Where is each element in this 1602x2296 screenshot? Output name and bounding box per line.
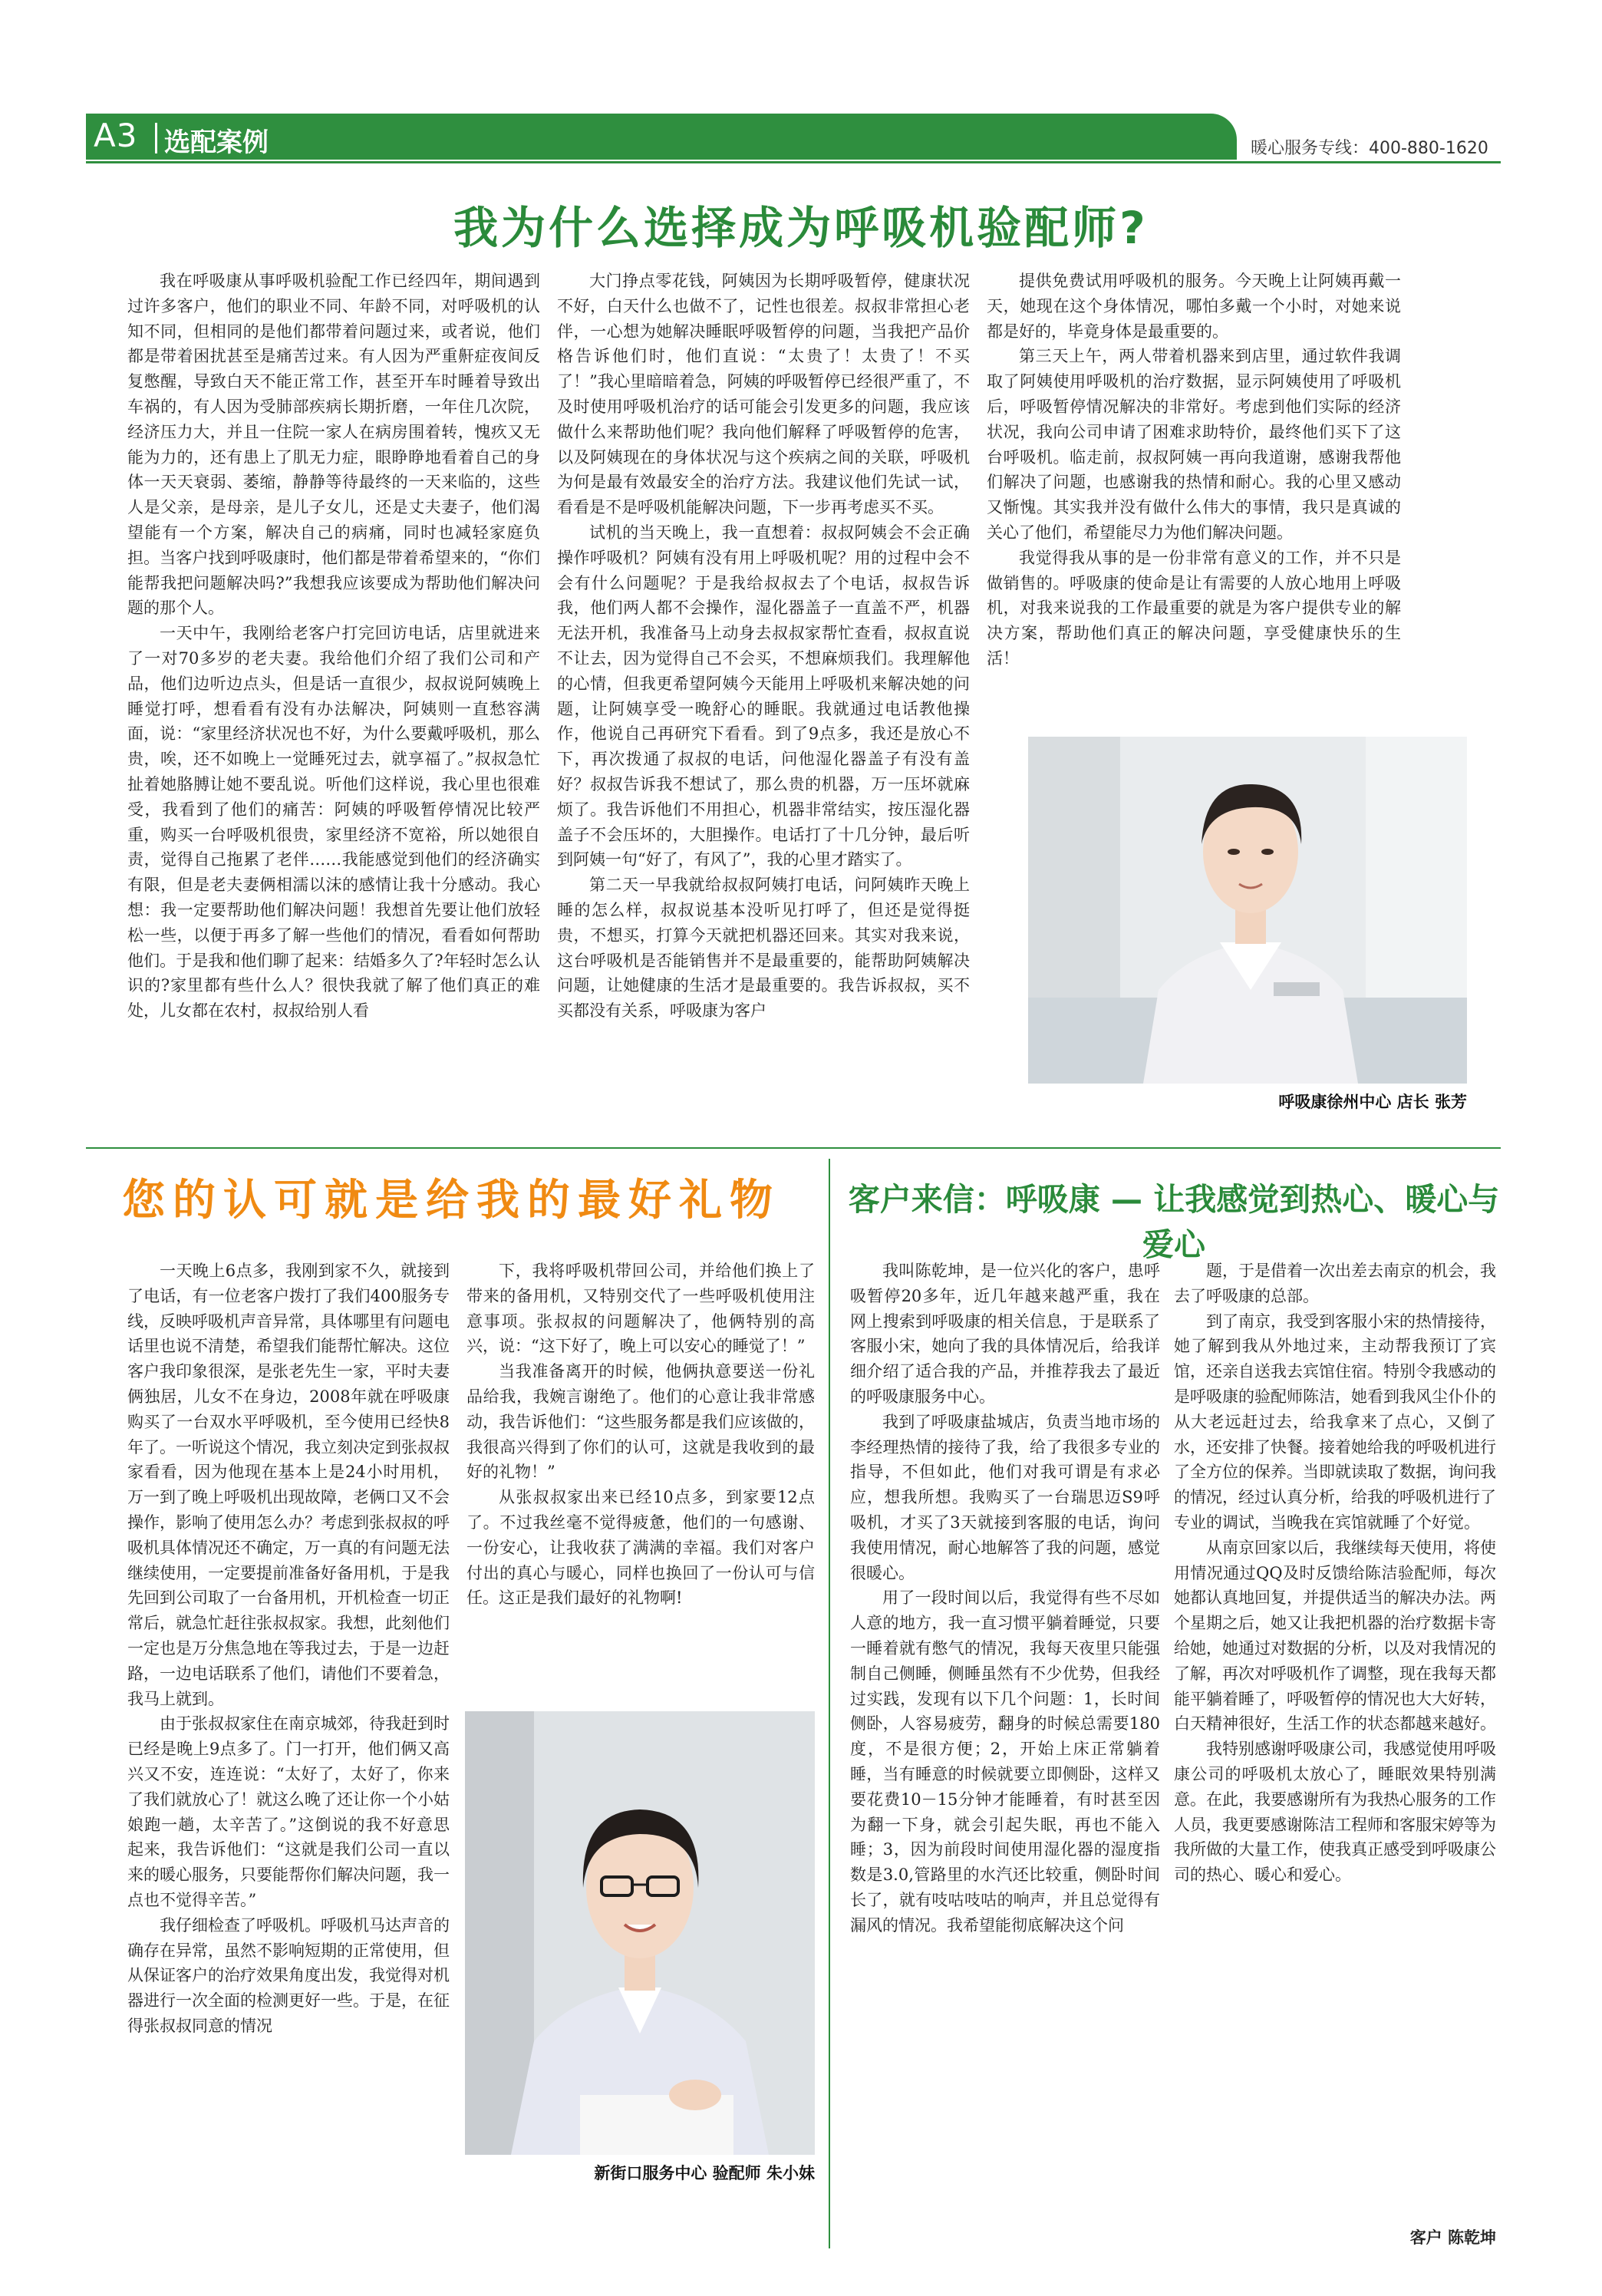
paragraph: 我到了呼吸康盐城店，负责当地市场的李经理热情的接待了我，给了我很多专业的指导，不但如此，他们对我可谓是有求必应，想我所想。我购买了一台瑞思迈S9呼吸机，才买了3天就接到客服的电话，询问我使用情况，耐心地解答了我的问题，感觉很暖心。 bbox=[850, 1412, 1160, 1582]
paragraph: 一天晚上6点多，我刚到家不久，就接到了电话，有一位老客户拨打了我们400服务专线，反映呼吸机声音异常，具体哪里有问题电话里也说不清楚，希望我们能帮忙解决。这位客户我印象很深，是张老先生一家，平时夫妻俩独居，儿女不在身边，2008年就在呼吸康购买了一台双水平呼吸机，至今使用已经快8年了。一听说这个情况，我立刻决定到张叔叔家看看，因为他现在基本上是24小时用机，万一到了晚上呼吸机出现故障，老俩口又不会操作，影响了使用怎么办？考虑到张叔叔的呼吸机具体情况还不确定，万一真的有问题无法继续使用，一定要提前准备好备用机，于是我先回到公司取了一台备用机，开机检查一切正常后，就急忙赶往张叔叔家。我想，此刻他们一定也是万分焦急地在等我过去，于是一边赶路，一边电话联系了他们，请他们不要着急，我马上就到。 bbox=[127, 1262, 450, 1708]
photo-zhang-fang bbox=[1028, 737, 1467, 1084]
paragraph: 我仔细检查了呼吸机。呼吸机马达声音的确存在异常，虽然不影响短期的正常使用，但从保证客户的治疗效果角度出发，我觉得对机器进行一次全面的检测更好一些。于是，在征得张叔叔同意的情况 bbox=[127, 1915, 450, 2035]
article1-column-1 bbox=[127, 269, 540, 1024]
paragraph: 第二天一早我就给叔叔阿姨打电话，问阿姨昨天晚上睡的怎么样，叔叔说基本没听见打呼了，但还是觉得挺贵，不想买，打算今天就把机器还回来。其实对我来说，这台呼吸机是否能销售并不是最重要的，能帮助阿姨解决问题，让她健康的生活才是最重要的。我告诉叔叔，买不买都没有关系，呼吸康为客户 bbox=[557, 876, 970, 1021]
paragraph: 到了南京，我受到客服小宋的热情接待，她了解到我从外地过来，主动帮我预订了宾馆，还亲自送我去宾馆住宿。特别令我感动的是呼吸康的验配师陈洁，她看到我风尘仆仆的从大老远赶过去，给我拿来了点心，又倒了水，还安排了快餐。接着她给我的呼吸机进行了全方位的保养。当即就读取了数据，询问我的情况，经过认真分析，给我的呼吸机进行了专业的调试，当晚我在宾馆就睡了个好觉。 bbox=[1174, 1311, 1496, 1532]
article3-title: 客户来信：呼吸康 — 让我感觉到热心、暖心与爱心 bbox=[848, 1181, 1500, 1263]
paragraph: 一天中午，我刚给老客户打完回访电话，店里就进来了一对70多岁的老夫妻。我给他们介绍了我们公司和产品，他们边听边点头，但是话一直很少，叔叔说阿姨晚上睡觉打呼，想看看有没有办法解决，阿姨则一直愁容满面，说：“家里经济状况也不好，为什么要戴呼吸机，那么贵，唉，还不如晚上一觉睡死过去，就享福了。”叔叔急忙扯着她胳膊让她不要乱说。听他们这样说，我心里也很难受，我看到了他们的痛苦：阿姨的呼吸暂停情况比较严重，购买一台呼吸机很贵，家里经济不宽裕，所以她很自责，觉得自己拖累了老伴……我能感觉到他们的经济确实有限，但是老夫妻俩相濡以沫的感情让我十分感动。我心想：我一定要帮助他们解决问题！我想首先要让他们放轻松一些，以便于再多了解一些他们的情况，看看如何帮助他们。于是我和他们聊了起来：结婚多久了?年轻时怎么认识的?家里都有些什么人？很快我就了解了他们真正的难处，儿女都在农村，叔叔给别人看 bbox=[127, 624, 540, 1021]
photo2-caption: 新街口服务中心 验配师 朱小妹 bbox=[594, 2164, 815, 2182]
paragraph: 我叫陈乾坤，是一位兴化的客户，患呼吸暂停20多年，近几年越来越严重，我在网上搜索到呼吸康的相关信息，于是联系了客服小宋，她向了我的具体情况后，给我详细介绍了适合我的产品，并推荐我去了最近的呼吸康服务中心。 bbox=[850, 1262, 1160, 1406]
section-name: 选配案例 bbox=[164, 127, 269, 158]
paragraph: 试机的当天晚上，我一直想着：叔叔阿姨会不会正确操作呼吸机？阿姨有没有用上呼吸机呢？用的过程中会不会有什么问题呢？于是我给叔叔去了个电话，叔叔告诉我，他们两人都不会操作，湿化器盖子一直盖不严，机器无法开机，我准备马上动身去叔叔家帮忙查看，叔叔直说不让去，因为觉得自己不会买，不想麻烦我们。我理解他的心情，但我更希望阿姨今天能用上呼吸机来解决她的问题，让阿姨享受一晚舒心的睡眠。我就通过电话教他操作，他说自己再研究下看看。到了9点多，我还是放心不下，再次拨通了叔叔的电话，问他湿化器盖子有没有盖好？叔叔告诉我不想试了，那么贵的机器，万一压坏就麻烦了。我告诉他们不用担心，机器非常结实，按压湿化器盖子不会压坏的，大胆操作。电话打了十几分钟，最后听到阿姨一句“好了，有风了”，我的心里才踏实了。 bbox=[557, 523, 970, 869]
photo-zhu-xiaomei bbox=[465, 1711, 815, 2155]
paragraph: 我在呼吸康从事呼吸机验配工作已经四年，期间遇到过许多客户，他们的职业不同、年龄不同，对呼吸机的认知不同，但相同的是他们都带着问题过来，或者说，他们都是带着困扰甚至是痛苦过来。有人因为严重鼾症夜间反复憋醒，导致白天不能正常工作，甚至开车时睡着导致出车祸的，有人因为受肺部疾病长期折磨，一年住几次院，经济压力大，并且一住院一家人在病房围着转，愧疚又无能为力的，还有患上了肌无力症，眼睁睁地看着自己的身体一天天衰弱、萎缩，静静等待最终的一天来临的，这些人是父亲，是母亲，是儿子女儿，还是丈夫妻子，他们渴望能有一个方案，解决自己的病痛，同时也减轻家庭负担。当客户找到呼吸康时，他们都是带着希望来的，“你们能帮我把问题解决吗?”我想我应该要成为帮助他们解决问题的那个人。 bbox=[127, 272, 540, 618]
column-divider bbox=[829, 1159, 830, 2248]
section-rule bbox=[86, 1147, 1501, 1149]
letter-signature: 客户 陈乾坤 bbox=[1409, 2228, 1496, 2247]
paragraph: 第三天上午，两人带着机器来到店里，通过软件我调取了阿姨使用呼吸机的治疗数据，显示阿姨使用了呼吸机后，呼吸暂停情况解决的非常好。考虑到他们实际的经济状况，我向公司申请了困难求助特价，最终他们买下了这台呼吸机。临走前，叔叔阿姨一再向我道谢，感谢我帮他们解决了问题，也感谢我的热情和耐心。我的心里又感动又惭愧。其实我并没有做什么伟大的事情，我只是真诚的关心了他们，希望能尽力为他们解决问题。 bbox=[987, 347, 1401, 542]
article3-column-1 bbox=[850, 1259, 1160, 1938]
paragraph: 从南京回家以后，我继续每天使用，将使用情况通过QQ及时反馈给陈洁验配师，每次她都认真地回复，并提供适当的解决办法。两个星期之后，她又让我把机器的治疗数据卡寄给她，她通过对数据的分析，以及对我情况的了解，再次对呼吸机作了调整，现在我每天都能平躺着睡了，呼吸暂停的情况也大大好转，白天精神很好，生活工作的状态都越来越好。 bbox=[1174, 1538, 1496, 1734]
paragraph: 我觉得我从事的是一份非常有意义的工作，并不只是做销售的。呼吸康的使命是让有需要的人放心地用上呼吸机，对我来说我的工作最重要的就是为客户提供专业的解决方案，帮助他们真正的解决问题，享受健康快乐的生活！ bbox=[987, 548, 1401, 668]
article2-title: 您的认可就是给我的最好礼物 bbox=[122, 1176, 780, 1226]
paragraph: 大门挣点零花钱，阿姨因为长期呼吸暂停，健康状况不好，白天什么也做不了，记性也很差。叔叔非常担心老伴，一心想为她解决睡眠呼吸暂停的问题，当我把产品价格告诉他们时，他们直说：“太贵了！太贵了！不买了！”我心里暗暗着急，阿姨的呼吸暂停已经很严重了，不及时使用呼吸机治疗的话可能会引发更多的问题，我应该做什么来帮助他们呢？我向他们解释了呼吸暂停的危害，以及阿姨现在的身体状况与这个疾病之间的关联，呼吸机为何是最有效最安全的治疗方法。我建议他们先试一试，看看是不是呼吸机能解决问题，下一步再考虑买不买。 bbox=[557, 272, 970, 517]
article2-column-2 bbox=[466, 1259, 815, 1611]
paragraph: 从张叔叔家出来已经10点多，到家要12点了。不过我丝毫不觉得疲惫，他们的一句感谢、一份安心，让我收获了满满的幸福。我们对客户付出的真心与暖心，同样也换回了一份认可与信任。这正是我们最好的礼物啊! bbox=[466, 1488, 815, 1608]
paragraph: 提供免费试用呼吸机的服务。今天晚上让阿姨再戴一天，她现在这个身体情况，哪怕多戴一个小时，对她来说都是好的，毕竟身体是最重要的。 bbox=[987, 272, 1401, 341]
article1-column-2 bbox=[557, 269, 970, 1024]
paragraph: 下，我将呼吸机带回公司，并给他们换上了带来的备用机，又特别交代了一些呼吸机使用注意事项。张叔叔的问题解决了，他俩特别的高兴，说：“这下好了，晚上可以安心的睡觉了！” bbox=[466, 1262, 815, 1356]
page-number: A3 bbox=[94, 117, 138, 154]
paragraph: 题，于是借着一次出差去南京的机会，我去了呼吸康的总部。 bbox=[1174, 1262, 1496, 1305]
article1-column-3 bbox=[987, 269, 1401, 671]
hotline: 暖心服务专线：400-880-1620 bbox=[1251, 139, 1488, 158]
paragraph: 当我准备离开的时候，他俩执意要送一份礼品给我，我婉言谢绝了。他们的心意让我非常感动，我告诉他们：“这些服务都是我们应该做的，我很高兴得到了你们的认可，这就是我收到的最好的礼物！” bbox=[466, 1362, 815, 1482]
paragraph: 我特别感谢呼吸康公司，我感觉使用呼吸康公司的呼吸机太放心了，睡眠效果特别满意。在此，我要感谢所有为我热心服务的工作人员，我更要感谢陈洁工程师和客服宋婷等为我所做的大量工作，使我真正感受到呼吸康公司的热心、暖心和爱心。 bbox=[1174, 1740, 1496, 1885]
paragraph: 由于张叔叔家住在南京城郊，待我赶到时已经是晚上9点多了。门一打开，他们俩又高兴又不安，连连说：“太好了，太好了，你来了我们就放心了！就这么晚了还让你一个小姑娘跑一趟，太辛苦了。”这倒说的我不好意思起来，我告诉他们：“这就是我们公司一直以来的暖心服务，只要能帮你们解决问题，我一点也不觉得辛苦。” bbox=[127, 1714, 450, 1909]
article1-title: 我为什么选择成为呼吸机验配师? bbox=[453, 202, 1149, 254]
photo1-caption: 呼吸康徐州中心 店长 张芳 bbox=[1278, 1093, 1467, 1111]
paragraph: 用了一段时间以后，我觉得有些不尽如人意的地方，我一直习惯平躺着睡觉，只要一睡着就有憋气的情况，我每天夜里只能强制自己侧睡，侧睡虽然有不少优势，但我经过实践，发现有以下几个问题：1，长时间侧卧，人容易疲劳，翻身的时候总需要180度，不是很方便；2，开始上床正常躺着睡，当有睡意的时候就要立即侧卧，这样又要花费10－15分钟才能睡着，有时甚至因为翻一下身，就会引起失眠，再也不能入睡；3，因为前段时间使用湿化器的湿度指数是3.0,管路里的水汽还比较重，侧卧时间长了，就有吱咕吱咕的响声，并且总觉得有漏风的情况。我希望能彻底解决这个问 bbox=[850, 1588, 1160, 1935]
article2-column-1 bbox=[127, 1259, 450, 2039]
header-separator bbox=[155, 123, 157, 153]
header-rule bbox=[86, 161, 1501, 163]
article3-column-2 bbox=[1174, 1259, 1496, 1888]
